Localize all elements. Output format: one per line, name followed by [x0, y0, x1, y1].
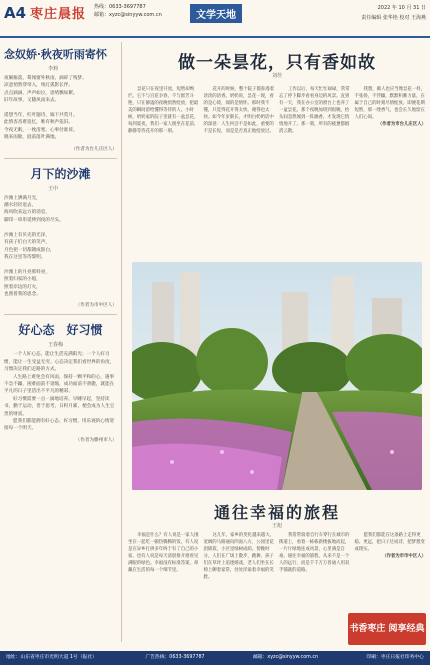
footer-print: 印刷：枣庄日报社印务中心: [366, 655, 424, 660]
article2-source: （作者为市市中区人）: [382, 554, 426, 559]
footer: [0, 651, 430, 665]
article-author: 刘佳: [271, 73, 282, 79]
article2-author: 王旭: [271, 523, 282, 529]
verse-line: 也照着我的思念。: [4, 291, 41, 297]
article2-column: 这几年，家乡的变化越来越大。宽阔的马路通向四面八方，公园里花团锦簇，小区里绿树成荫。傍晚时分，人们在广场上散步、跳舞，孩子们在草坪上追逐嬉戏，老人们坐在长椅上聊着家常，处处洋溢着幸福的笑脸。: [203, 533, 274, 580]
verse-line: 晓来雨歇，庭前落叶满地。: [4, 135, 60, 141]
section-tag: 文学天地: [190, 4, 242, 23]
article-column: 花开的时候，整个院子都弥漫着淡淡的清香。奶奶说，昙花一现，看的是心境，闻的是情怀。那时我不懂，只觉得花开得太快，谢得也太快。如今年岁渐长，才明白奶奶话中的深意：人生何尝不是如此，重要的不是长短，而是是否真正地绽放过。: [203, 87, 274, 134]
brand-logo: 枣庄晨报: [30, 7, 87, 22]
verse-line: 照着归家的小船，: [4, 277, 41, 283]
poem2-body: [4, 195, 117, 299]
essay-paragraph: 一个人好心态，能让生活充满阳光；一个人好习惯，能让一生受益无穷。心态决定我们看世界的角度，习惯决定我们走路的方式。: [4, 352, 115, 373]
poem1-body: [4, 75, 117, 142]
footer-address: 地址：山东省枣庄市光明大道 1号（报社）: [6, 655, 97, 660]
essay-body: [4, 351, 117, 432]
divider: [4, 158, 117, 159]
article2-column: 幸福是什么？有人说是一家人围坐在一起吃一顿热腾腾的饭，有人说是在异乡打拼多年终于有了自己的小家，也有人说是每天清晨推开窗看见满眼的绿色。幸福没有标准答案，却藏在生活的每一个细节里。: [128, 533, 199, 573]
essay-source: （作者为滕州市人）: [75, 437, 117, 443]
park-photo: [132, 262, 422, 490]
verse-line: 此情杳杳难追忆，唯有秋声依旧。: [4, 120, 73, 126]
verse-line: 旧年故事，又随风雨来去。: [4, 98, 60, 104]
divider: [4, 314, 117, 315]
article-source: （作者为市台儿庄区人）: [377, 122, 426, 127]
campaign-stamp: 书香枣庄 阅享经典: [348, 613, 426, 645]
article2-column: [355, 532, 427, 581]
contact-info: [94, 3, 162, 19]
verse-line: 凉意悄然穿帘入，残灯孤影长伴。: [4, 83, 73, 89]
hotline: 热线：0633-3697787: [94, 4, 146, 10]
article-title: 做一朵昙花，只有香如故: [178, 53, 376, 73]
article-body: [128, 86, 426, 135]
poem2-title: 月下的沙滩: [30, 166, 91, 181]
left-column: [4, 42, 122, 642]
verse-line: 海风吹来远方的消息，: [4, 210, 50, 216]
footer-email: 邮箱：xyzc@sinyyw.com.cn: [252, 655, 319, 660]
verse-line: 今夜无眠，一枕清寒，心事付谁诉。: [4, 127, 78, 133]
verse-line: 夜阑雁落，蓦闻窗外秋雨，滴碎了残梦。: [4, 76, 87, 81]
poem1-source: （作者为台儿庄区人）: [71, 146, 117, 152]
article2-title: 通往幸福的旅程: [213, 503, 340, 522]
article-column: 昙花只在夜里开放，短暂却绚烂。它不与百花争春，不与群芳斗艳，只在静谧的夜晚悄然绽放，把最美的瞬间留给懂得等待的人。小时候，奶奶家的院子里就有一盆昙花，每到夏夜，我们一家人围坐在花前，静静等待花开的那一刻。: [128, 87, 199, 134]
verse-line: 我在这里等待黎明。: [4, 254, 46, 260]
email: 邮箱：xyzc@sinyyw.com.cn: [94, 12, 162, 18]
poem2-author: 王中: [48, 185, 59, 192]
verse-line: 潮水轻轻退去，: [4, 203, 37, 209]
verse-line: 月色把一切都镀成银白，: [4, 247, 55, 253]
poem1-title: 念奴娇·秋夜听雨寄怀: [4, 48, 107, 61]
article2-paragraph: 愿我们都能在这条路上走得更稳、更远，把日子过成诗，把梦想变成现实。: [354, 533, 425, 552]
verse-line: 沙滩上有贝壳的光泽，: [4, 232, 50, 238]
verse-line: 有孩子们白天的笑声，: [4, 240, 50, 246]
poem1-author: 李莉: [48, 66, 59, 72]
article2-column: 我常常骑着自行车穿行在城市的街道上，看着一栋栋新楼拔地而起，一片片绿地连成风景，心里满是自豪。通往幸福的旅程，从来不是一个人的远行，而是千千万万普通人用双手铺就的道路。: [279, 533, 350, 573]
verse-line: [4, 224, 117, 231]
article-paragraph: 我想，做人也应当像昙花一样，不张扬，不浮躁，默默积蓄力量，在属于自己的时刻尽情绽放。即便花期短暂，那一缕香气，也会长久地留在人们心间。: [354, 87, 425, 120]
masthead: [0, 0, 430, 38]
verse-line: [4, 105, 117, 112]
issue-date: 2022 年 10 月 31 日: [377, 5, 426, 11]
main-area: [128, 42, 426, 648]
footer-phone: 广告热线：0633-3697787: [145, 655, 205, 660]
verse-line: 遥想当年，红叶题诗，廊下共赏月。: [4, 113, 78, 119]
essay-author: 王春梅: [48, 342, 64, 349]
essay-paragraph: 好习惯需要一点一滴地培养。早睡早起，坚持读书，勤于运动，善于思考，日积月累，便会成为人生宝贵的财富。: [4, 396, 115, 417]
verse-line: 沙滩上洒满月光，: [4, 195, 41, 201]
essay-title: 好心态 好习惯: [18, 323, 103, 338]
essay-paragraph: 人生路上难免会有风雨，保持一颗平和的心，遇事不急不躁，困难面前不退缩，成功面前不骄傲，就能在平凡的日子里活出不平凡的精彩。: [4, 374, 115, 395]
poem2-source: （作者为市中区人）: [75, 303, 117, 309]
park-photo-image: [132, 262, 422, 490]
essay-paragraph: 愿我们都能拥有好心态、好习惯，用乐观的心情迎接每一个明天。: [4, 419, 115, 432]
verse-line: 脚印一串串延伸到夜的尽头。: [4, 217, 64, 223]
article2-body: [128, 532, 426, 581]
page-number: A4: [4, 4, 27, 22]
article-column: [355, 86, 427, 135]
verse-line: 点点滴滴，声声如泣，思绪飘如絮。: [4, 90, 78, 96]
verse-line: [4, 261, 117, 268]
verse-line: 沙滩上的月亮那样亮，: [4, 269, 50, 275]
editors-line: 责任编辑 张华艳 校对 王海燕: [361, 15, 426, 21]
article-column: 工作以后，每天忙忙碌碌，常常忘了停下脚步看看身边的风景。直到有一天，我在办公室的窗台上也养了一盆昙花。那个夜晚加班到很晚，抬头间忽然闻到一阵幽香，才发现它悄悄地开了。那一刻，所有的疲惫都烟消云散。: [279, 87, 350, 134]
verse-line: 照着岸边的灯火，: [4, 284, 41, 290]
